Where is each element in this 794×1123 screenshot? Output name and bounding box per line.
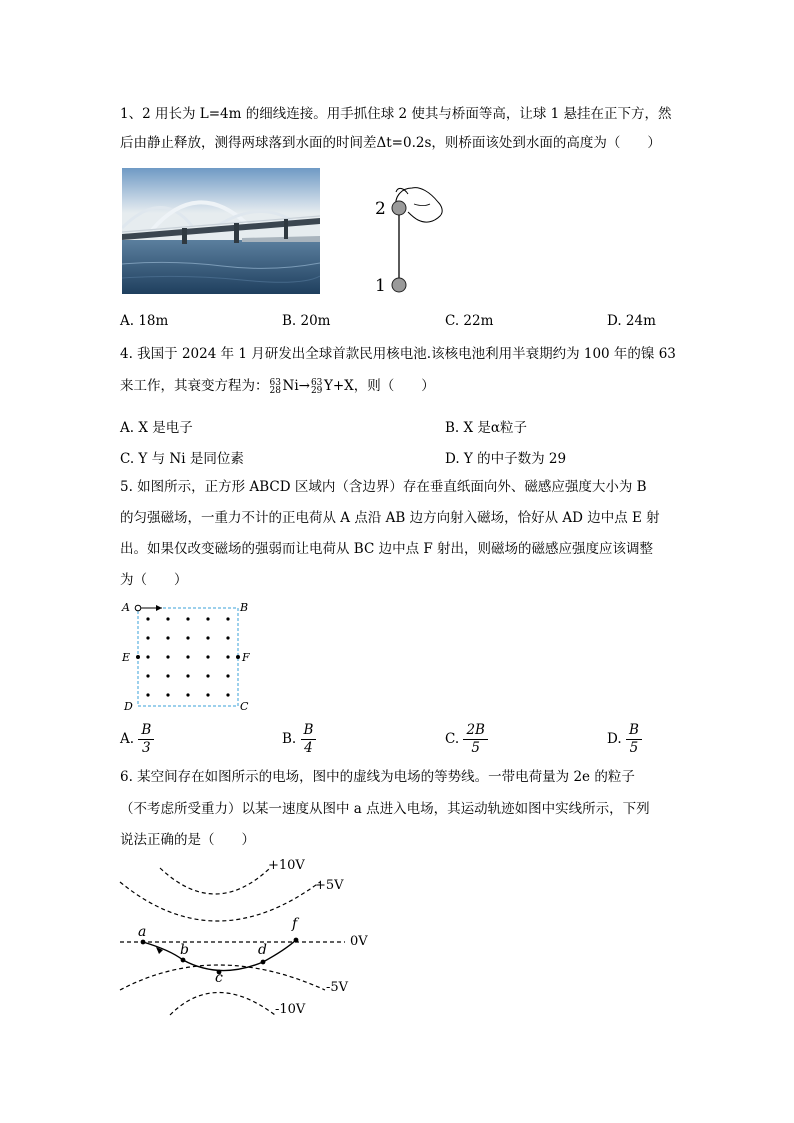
fraction: $\frac{B}{4}$ [301,722,317,757]
ball-2-label: 2 [375,199,386,219]
velocity-arrow [156,605,162,611]
y-nuclide: 63 29 [310,377,323,396]
ni-symbol: Ni [282,378,299,394]
q5-text-line1: 5. 如图所示，正方形 ABCD 区域内（含边界）存在垂直纸面向外、磁感应强度大小为 B [120,479,647,495]
bridge-photo [122,168,320,294]
point-d-dot [261,960,266,965]
label-a: A [122,601,130,614]
q4-text-line2 [120,377,435,396]
q4-option-b[interactable]: B. X 是α粒子 [445,420,528,436]
point-a-marker [135,605,141,611]
point-b-label: b [180,942,189,958]
potential-minus5-label: -5V [326,980,349,995]
q3-text-line2: 后由静止释放，测得两球落到水面的时间差Δt=0.2s，则桥面该处到水面的高度为（ ） [120,135,661,151]
q4-option-a[interactable]: A. X 是电子 [120,420,193,436]
point-f-label: f [292,916,298,932]
point-c-label: c [215,970,223,986]
potential-plus10-label: +10V [268,858,305,873]
q4-text-line1: 4. 我国于 2024 年 1 月研发出全球首款民用核电池.该核电池利用半衰期约为 100 年的镍 63 [120,346,676,362]
fraction: $\frac{2B}{5}$ [463,722,488,757]
equipotential-plus10 [160,868,270,894]
potential-minus10-label: -10V [275,1002,306,1017]
equipotential-minus10 [170,993,275,1016]
magnetic-field-figure [118,598,258,716]
q6-text-line3: 说法正确的是（ ） [120,832,255,848]
point-f-marker [236,655,240,659]
label-d: D [124,700,133,713]
q3-option-a[interactable]: A. 18m [120,313,169,329]
potential-0-label: 0V [350,934,368,949]
q5-option-c[interactable]: C. $\frac{2B}{5}$ [445,722,488,757]
q3-option-b[interactable]: B. 20m [282,313,331,329]
label-b: B [240,601,249,614]
y-symbol-suffix: Y+X，则（ ） [323,378,435,394]
q6-text-line2: （不考虑所受重力）以某一速度从图中 a 点进入电场，其运动轨迹如图中实线所示，下列 [120,801,650,817]
point-f-dot [294,938,299,943]
equipotential-plus5 [120,882,320,921]
q4-option-d[interactable]: D. Y 的中子数为 29 [445,451,567,467]
ball-2 [392,201,406,215]
q6-text-line1: 6. 某空间存在如图所示的电场，图中的虚线为电场的等势线。一带电荷量为 2e 的粒子 [120,769,635,785]
point-a-label: a [138,924,147,940]
q5-text-line4: 为（ ） [120,572,188,588]
q3-option-d[interactable]: D. 24m [607,313,656,329]
point-e-marker [136,655,140,659]
q5-option-b[interactable]: B. $\frac{B}{4}$ [282,722,316,757]
point-b-dot [181,958,186,963]
fraction: $\frac{B}{3}$ [138,722,154,757]
label-c: C [240,700,249,713]
q4-line2-prefix: 来工作，其衰变方程为： [120,378,269,394]
point-a-dot [141,940,146,945]
q5-option-a[interactable]: A. $\frac{B}{3}$ [120,722,154,757]
ni-nuclide: 63 28 [269,377,281,396]
trajectory-line [143,940,296,971]
ball-1 [392,278,406,292]
q5-text-line2: 的匀强磁场，一重力不计的正电荷从 A 点沿 AB 边方向射入磁场，恰好从 AD 边中点 E 射 [120,510,660,526]
q4-option-c[interactable]: C. Y 与 Ni 是同位素 [120,451,244,467]
q5-text-line3: 出。如果仅改变磁场的强弱而让电荷从 BC 边中点 F 射出，则磁场的磁感应强度应该调整 [120,541,654,557]
q3-option-c[interactable]: C. 22m [445,313,494,329]
electric-field-figure [115,850,385,1025]
label-f: F [242,651,250,664]
decay-arrow: → [298,378,310,394]
q3-text-line1: 1、2 用长为 L=4m 的细线连接。用手抓住球 2 使其与桥面等高，让球 1 悬挂在正下方，然 [120,106,672,122]
fraction: $\frac{B}{5}$ [626,722,642,757]
point-d-label: d [258,942,267,958]
q5-option-d[interactable]: D. $\frac{B}{5}$ [607,722,642,757]
label-e: E [122,651,131,664]
ball-1-label: 1 [375,276,386,296]
potential-plus5-label: +5V [315,878,344,893]
